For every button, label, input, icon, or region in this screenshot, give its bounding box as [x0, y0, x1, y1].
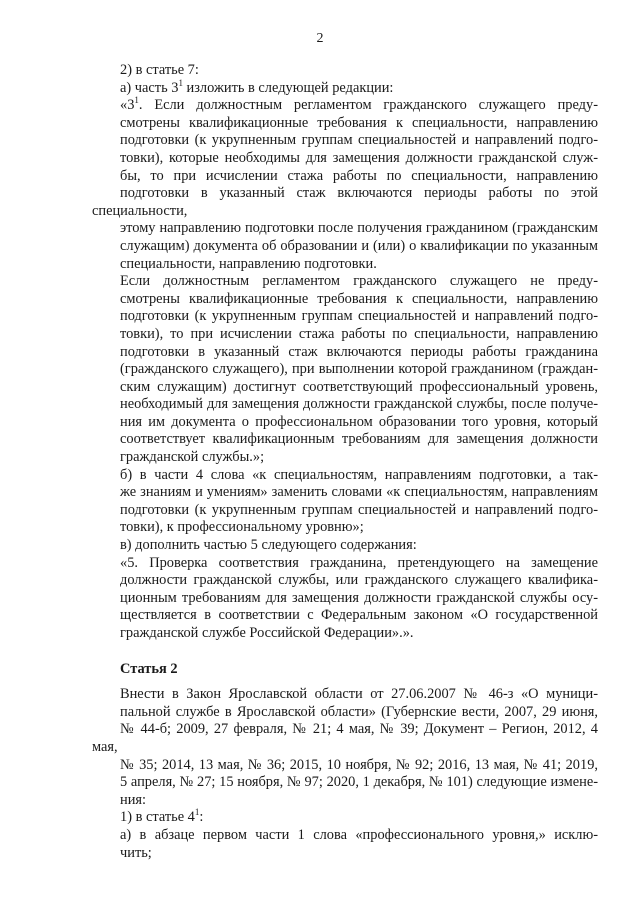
quote-3-1-paragraph — [92, 115, 598, 273]
section-gap — [92, 643, 598, 661]
item-a-paragraph: а) часть $3^1$ изложить в следующей редакции: — [120, 77, 394, 96]
text-line: подготовки (к укрупненным группам специальностей и направлений подго- — [120, 501, 598, 518]
text-line: № 35; 2014, 13 мая, № 36; 2015, 10 ноября, № 92; 2016, 13 мая, № 41; 2019, — [120, 756, 598, 773]
text-line: соответствует квалификационным требованиям для замещения должности — [120, 431, 598, 448]
text-line: товки), то при исчислении стажа работы по специальности, направлению — [120, 325, 598, 342]
text-line: этому направлению подготовки после получения гражданином (гражданским — [120, 220, 598, 237]
document-body — [92, 62, 598, 862]
text-line: ния им документа о профессиональном образовании того уровня, который — [120, 413, 598, 430]
text-line: б) в части 4 слова «к специальностям, направлениям подготовки, а так- — [120, 466, 598, 483]
article-2-item-1: 1) в статье $4^1$: — [120, 807, 204, 826]
text-line: гражданской службы.»; — [120, 449, 265, 466]
text-line: специальности, направлению подготовки. — [120, 255, 377, 272]
quote-3-1-line: «$3^1$. Если должностным регламентом гражданского служащего преду- — [120, 95, 598, 114]
text-line: Внести в Закон Ярославской области от 27.06.2007 № 46-з «О муници- — [120, 686, 598, 703]
article-2-title: Статья 2 — [120, 660, 178, 677]
text-line: ществляется в соответствии с Федеральным законом «О государственной — [120, 607, 598, 624]
text-line: гражданской службе Российской Федерации».». — [120, 625, 414, 641]
title-gap — [92, 678, 598, 686]
text-line: же знаниям и умениям» заменить словами «к специальностям, направлениям — [120, 484, 598, 501]
text-line: № 44-б; 2009, 27 февраля, № 21; 4 мая, № 39; Документ – Регион, 2012, 4 мая, — [92, 721, 598, 755]
text-line: подготовки в указанный стаж включаются периоды работы по этой специальности, — [92, 185, 598, 219]
text-line: подготовки (к укрупненным группам специальностей и направлений подго- — [120, 308, 598, 325]
text-line: а) в абзаце первом части 1 слова «профессионального уровня,» исклю- — [120, 826, 598, 843]
item-v-paragraph: в) дополнить частью 5 следующего содержания: — [120, 537, 417, 554]
text-line: смотрены квалификационные требования к специальности, направлению — [120, 114, 598, 131]
text-line: товки), которые необходимы для замещения должности гражданской служ- — [120, 149, 598, 166]
text-line: товки), к профессиональному уровню»; — [120, 519, 364, 536]
text-line: бы, то при исчислении стажа работы по специальности, направлению — [120, 167, 598, 184]
text-line: смотрены квалификационные требования к специальности, направлению — [120, 290, 598, 307]
text-line: пальной службе в Ярославской области» (Губернские вести, 2007, 29 июня, — [120, 703, 598, 720]
text-line: ским служащим) достигнут соответствующий профессиональный уровень, — [120, 378, 598, 395]
text-line: «5. Проверка соответствия гражданина, претендующего на замещение — [120, 554, 598, 571]
text-line: 5 апреля, № 27; 15 ноября, № 97; 2020, 1 декабря, № 101) следующие измене- — [120, 774, 598, 791]
article-7-heading: 2) в статье 7: — [120, 62, 199, 78]
text-line: ния: — [120, 791, 147, 808]
text-line: подготовки (к укрупненным группам специальностей и направлений подго- — [120, 132, 598, 149]
article-2-intro — [92, 686, 598, 809]
quote-5-paragraph — [92, 555, 598, 643]
text-line: ционным требованиям для замещения должности гражданской службы осу- — [120, 589, 598, 606]
text-line: необходимый для замещения должности гражданской службы, после получе- — [120, 396, 598, 413]
text-line: (гражданского служащего), при выполнении которой гражданином (граждан- — [120, 361, 598, 378]
text-line: служащим) документа об образовании и (или) о квалификации по указанным — [120, 237, 598, 254]
article-2-item-a — [92, 827, 598, 862]
text-line: подготовки в указанный стаж включаются периоды работы гражданина — [120, 343, 598, 360]
text-line: чить; — [120, 844, 152, 861]
item-b-paragraph — [92, 467, 598, 537]
quote-3-1-second-paragraph — [92, 273, 598, 467]
text-line: Если должностным регламентом гражданского служащего не преду- — [120, 273, 598, 290]
page-number: 2 — [316, 31, 324, 46]
text-line: должности гражданской службы, или гражданского служащего квалифика- — [120, 572, 598, 589]
